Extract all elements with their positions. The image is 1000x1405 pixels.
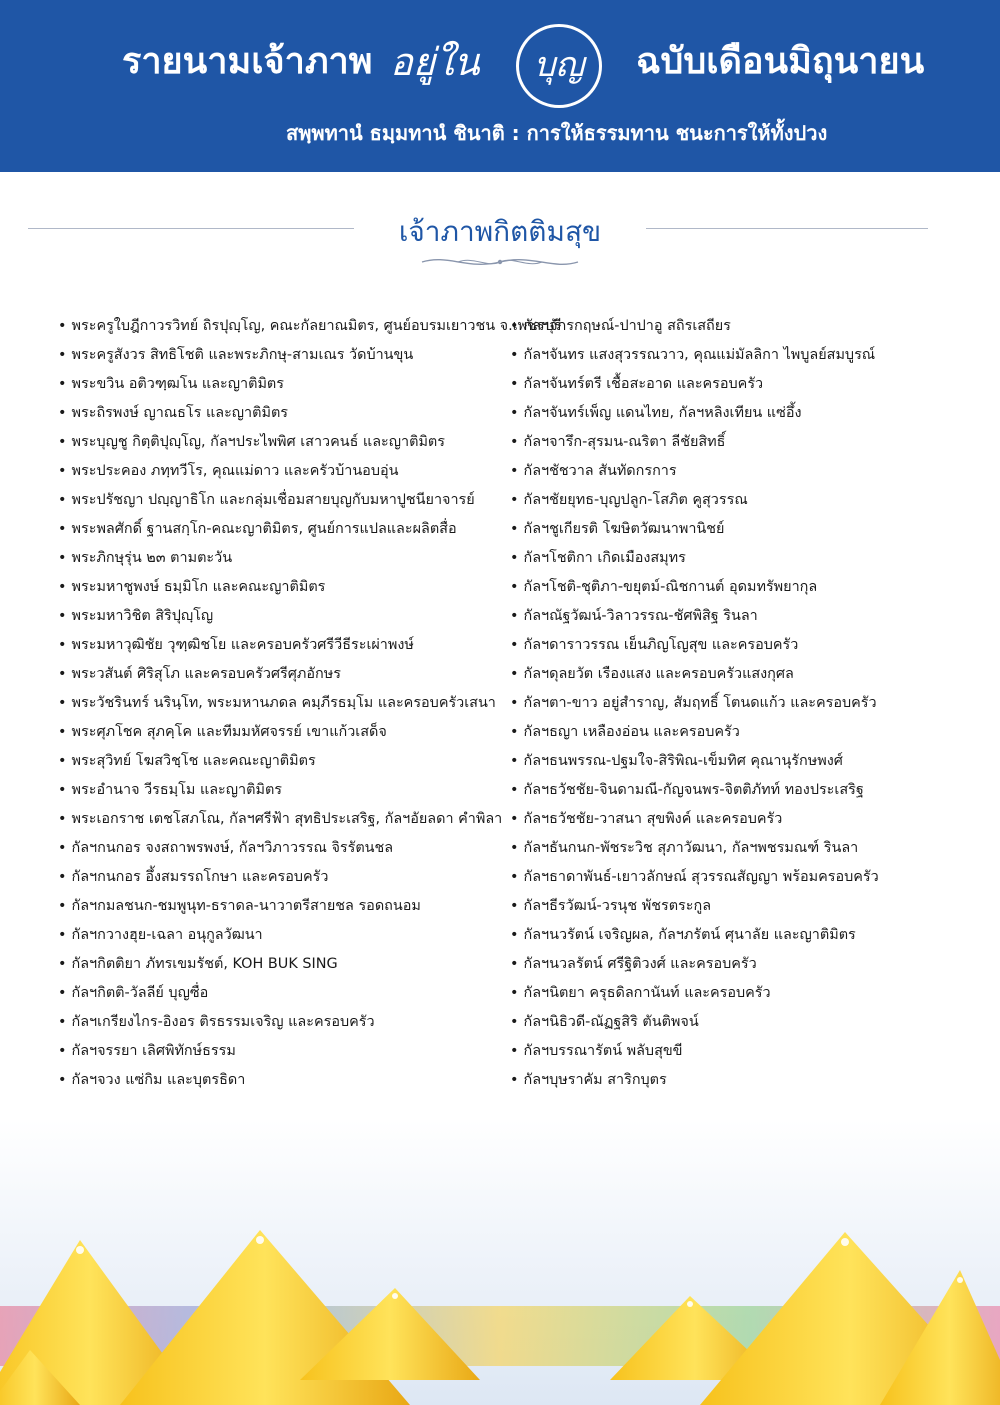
sponsor-right-item: • กัลฯบุษราคัม สาริกบุตร	[510, 1066, 990, 1095]
sponsor-left-item: • พระอำนาจ วีรธมฺโม และญาติมิตร	[58, 776, 510, 805]
sponsor-left-item: • พระครูใบฎีกาวรวิทย์ ถิรปุญฺโญ, คณะกัลยาณมิตร, ศูนย์อบรมเยาวชน จ.เพชรบุรี	[58, 312, 510, 341]
sponsor-left-item: • พระเอกราช เตชโสภโณ, กัลฯศรีฟ้า สุทธิประเสริฐ, กัลฯอัยลดา คำพิลา	[58, 805, 510, 834]
sponsor-left-item: • พระประคอง ภทฺทวีโร, คุณแม่ดาว และครัวบ้านอบอุ่น	[58, 457, 510, 486]
sponsor-left-item: • พระครูสังวร สิทธิโชติ และพระภิกษุ-สามเณร วัดบ้านขุน	[58, 341, 510, 370]
logo-script-text: อยู่ใน	[390, 40, 480, 84]
header-title-left: รายนามเจ้าภาพ	[122, 41, 373, 82]
sponsor-left-item: • พระวัชรินทร์ นรินฺโท, พระมหานภดล คมฺภีรธมฺโม และครอบครัวเสนา	[58, 689, 510, 718]
sponsor-left-item: • กัลฯกิตติยา ภัทรเขมรัชต์, KOH BUK SING	[58, 950, 510, 979]
sponsor-right-item: • กัลฯจันทร แสงสุวรรณวาว, คุณแม่มัลลิกา ไพบูลย์สมบูรณ์	[510, 341, 990, 370]
logo-circle	[516, 24, 602, 108]
sponsor-left-item: • กัลฯเกรียงไกร-อิงอร ติรธรรมเจริญ และครอบครัว	[58, 1008, 510, 1037]
sponsor-left-item: • กัลฯกนกอร อึ้งสมรรถโกษา และครอบครัว	[58, 863, 510, 892]
sponsor-left-item: • พระมหาชูพงษ์ ธมฺมิโก และคณะญาติมิตร	[58, 573, 510, 602]
logo	[384, 22, 626, 110]
sponsor-left-item: • กัลฯจวง แซ่กิม และบุตรธิดา	[58, 1066, 510, 1095]
sponsor-left-item: • พระปรัชญา ปญฺญาธิโก และกลุ่มเชื่อมสายบุญกับมหาปูชนียาจารย์	[58, 486, 510, 515]
sponsor-list-left	[58, 312, 562, 1095]
sponsor-right-item: • กัลฯโชติ-ชุติภา-ขยุตม์-ณิชกานต์ อุดมทรัพยากุล	[510, 573, 990, 602]
sponsor-right-item: • กัลฯตา-ขาว อยู่สำราญ, สัมฤทธิ์ โตนดแก้ว และครอบครัว	[510, 689, 990, 718]
sponsor-left-item: • กัลฯกมลชนก-ชมพูนุท-ธราดล-นาวาตรีสายชล รอดถนอม	[58, 892, 510, 921]
sponsor-left-item: • พระภิกษุรุ่น ๒๓ ตามตะวัน	[58, 544, 510, 573]
sponsor-right-item: • กัลฯชัยยุทธ-บุญปลูก-โสภิต คูสุวรรณ	[510, 486, 990, 515]
sponsor-right-item: • กัลฯชูเกียรติ โฆษิตวัฒนาพานิชย์	[510, 515, 990, 544]
header-banner	[0, 0, 1000, 172]
sponsor-right-item: • กัลฯธันกนก-พัชระวิช สุภาวัฒนา, กัลฯพชรมณฑ์ รินลา	[510, 834, 990, 863]
sponsor-right-item: • กัลฯนวรัตน์ เจริญผล, กัลฯภรัตน์ ศุนาลัย และญาติมิตร	[510, 921, 990, 950]
sponsor-left-item: • พระมหาวุฒิชัย วุฑฺฒิชโย และครอบครัวศรีวีธีระเผ่าพงษ์	[58, 631, 510, 660]
sponsor-left-item: • พระมหาวิชิต สิริปุญฺโญ	[58, 602, 510, 631]
sponsor-left-item: • พระขวิน อติวฑฺฒโน และญาติมิตร	[58, 370, 510, 399]
header-subtitle: สพฺพทานํ ธมฺมทานํ ชินาติ : การให้ธรรมทาน ชนะการให้ทั้งปวง	[286, 121, 828, 145]
sponsor-left-item: • พระบุญชู กิตฺติปุญฺโญ, กัลฯประไพพิศ เสาวคนธ์ และญาติมิตร	[58, 428, 510, 457]
sponsor-left-item: • พระศุภโชค สุภคฺโค และทีมมหัศจรรย์ เขาแก้วเสด็จ	[58, 718, 510, 747]
sponsor-left-item: • พระพลศักดิ์ ฐานสกฺโก-คณะญาติมิตร, ศูนย์การแปลและผลิตสื่อ	[58, 515, 510, 544]
sponsor-list-right	[510, 312, 990, 1095]
sponsor-right-item: • กัลฯดาราวรรณ เย็นภิญโญสุข และครอบครัว	[510, 631, 990, 660]
header-title-right: ฉบับเดือนมิถุนายน	[636, 41, 925, 82]
ornament-flourish-icon	[418, 252, 582, 272]
sponsor-right-item: • กัลฯจันทร์เพ็ญ แดนไทย, กัลฯหลิงเทียน แซ่อึ้ง	[510, 399, 990, 428]
sponsor-right-item: • กัลฯธวัชชัย-วาสนา สุขพิงค์ และครอบครัว	[510, 805, 990, 834]
sponsor-right-item: • กัลฯชัชวาล สันทัดกรการ	[510, 457, 990, 486]
sponsor-left-item: • พระถิรพงษ์ ญาณธโร และญาติมิตร	[58, 399, 510, 428]
section-title: เจ้าภาพกิตติมสุข	[398, 215, 602, 248]
golden-pagoda-scene	[0, 1120, 1000, 1405]
sponsor-right-item: • กัลฯธนพรรณ-ปฐมใจ-สิริพิณ-เข็มทิศ คุณานุรักษพงศ์	[510, 747, 990, 776]
sponsor-right-item: • กัลฯนิตยา ครุธดิลกานันท์ และครอบครัว	[510, 979, 990, 1008]
sponsor-left-item: • พระสุวิทย์ โฆสวิชฺโช และคณะญาติมิตร	[58, 747, 510, 776]
sponsor-right-item: • กัลฯธวัชชัย-จินดามณี-กัญจนพร-จิตติภัทท์ ทองประเสริฐ	[510, 776, 990, 805]
sponsor-right-item: • กัลฯธีรวัฒน์-วรนุช พัชรตระกูล	[510, 892, 990, 921]
section-divider-left	[28, 228, 354, 229]
sponsor-right-item: • กัลฯจันทร์ตรี เชื้อสะอาด และครอบครัว	[510, 370, 990, 399]
sponsor-left-item: • กัลฯกวางฮุย-เฉลา อนุกูลวัฒนา	[58, 921, 510, 950]
sponsor-right-item: • กัลฯโชติกา เกิดเมืองสมุทร	[510, 544, 990, 573]
sponsor-right-item: • กัลฯดุลยวัต เรืองแสง และครอบครัวแสงกุศล	[510, 660, 990, 689]
sponsor-left-item: • กัลฯจรรยา เลิศพิทักษ์ธรรม	[58, 1037, 510, 1066]
sponsor-left-item: • กัลฯกิตติ-วัลลีย์ บุญซื่อ	[58, 979, 510, 1008]
sponsor-right-item: • กัลฯธาดาพันธ์-เยาวลักษณ์ สุวรรณสัญญา พร้อมครอบครัว	[510, 863, 990, 892]
sponsor-right-item: • กัลฯจักรกฤษณ์-ปาปาอู สถิรเสถียร	[510, 312, 990, 341]
sponsor-left-item: • พระวสันต์ ศิริสุโภ และครอบครัวศรีศุภอักษร	[58, 660, 510, 689]
sponsor-right-item: • กัลฯธญา เหลืองอ่อน และครอบครัว	[510, 718, 990, 747]
sponsor-left-item: • กัลฯกนกอร จงสถาพรพงษ์, กัลฯวิภาวรรณ จิรรัตนชล	[58, 834, 510, 863]
sponsor-right-item: • กัลฯนวลรัตน์ ศรีฐิติวงศ์ และครอบครัว	[510, 950, 990, 979]
sponsor-right-item: • กัลฯณัฐวัฒน์-วิลาวรรณ-ชัศพิสิฐ รินลา	[510, 602, 990, 631]
sponsor-right-item: • กัลฯจารึก-สุรมน-ณริตา ลีชัยสิทธิ์	[510, 428, 990, 457]
logo-circle-text: บุญ	[533, 45, 585, 85]
sponsor-right-item: • กัลฯนิธิวดี-ณัฏฐสิริ ตันติพจน์	[510, 1008, 990, 1037]
sponsor-right-item: • กัลฯบรรณารัตน์ พลับสุขขี	[510, 1037, 990, 1066]
section-divider-right	[646, 228, 928, 229]
